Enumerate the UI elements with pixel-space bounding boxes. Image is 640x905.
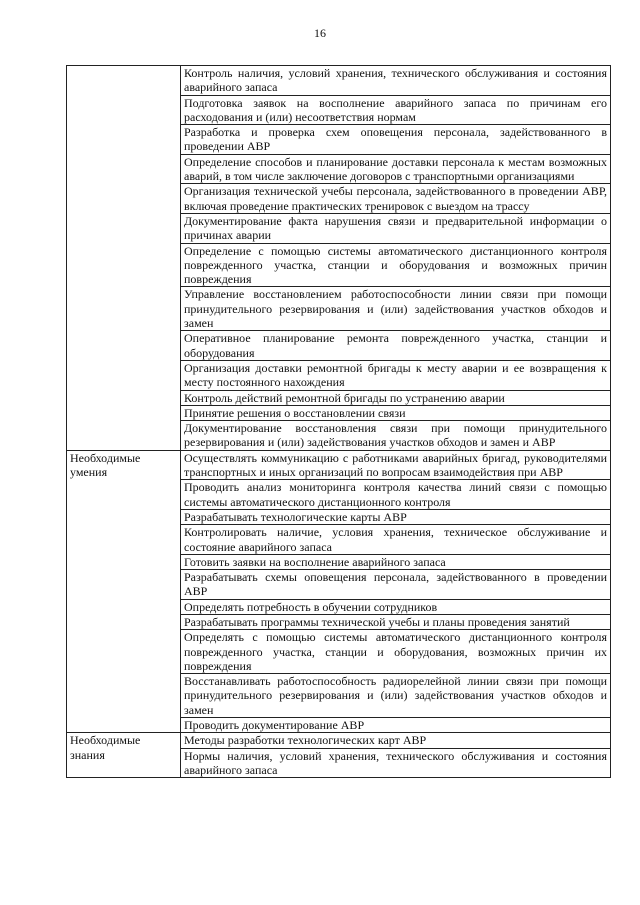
table-cell-item: Контроль действий ремонтной бригады по устранению аварии <box>181 390 611 405</box>
competency-table-body <box>67 66 611 778</box>
section-label: Необходимые знания <box>67 733 181 778</box>
table-cell-item: Контроль наличия, условий хранения, технического обслуживания и состояния аварийного запаса <box>181 66 611 96</box>
table-cell-item: Проводить анализ мониторинга контроля качества линий связи с помощью системы автоматического дистанционного контроля <box>181 480 611 510</box>
competency-table <box>66 65 611 778</box>
table-cell-item: Принятие решения о восстановлении связи <box>181 405 611 420</box>
table-cell-item: Разрабатывать программы технической учебы и планы проведения занятий <box>181 614 611 629</box>
table-cell-item: Разрабатывать схемы оповещения персонала, задействованного в проведении АВР <box>181 570 611 600</box>
table-cell-item: Разработка и проверка схем оповещения персонала, задействованного в проведении АВР <box>181 125 611 155</box>
table-cell-item: Организация доставки ремонтной бригады к месту аварии и ее возвращения к месту постоянного нахождения <box>181 360 611 390</box>
table-cell-item: Подготовка заявок на восполнение аварийного запаса по причинам его расходования и (или) несоответствия нормам <box>181 95 611 125</box>
table-cell-item: Восстанавливать работоспособность радиорелейной линии связи при помощи принудительного резервирования и (или) задействования участков обходов и замен <box>181 674 611 718</box>
section-label <box>67 66 181 451</box>
table-cell-item: Организация технической учебы персонала, задействованного в проведении АВР, включая проведение практических тренировок с выездом на трассу <box>181 184 611 214</box>
table-cell-item: Оперативное планирование ремонта поврежденного участка, станции и оборудования <box>181 331 611 361</box>
table-row <box>67 66 611 96</box>
page-number: 16 <box>314 26 326 40</box>
table-row <box>67 450 611 480</box>
table-cell-item: Управление восстановлением работоспособности линии связи при помощи принудительного резервирования и (или) задействования участков обходов и замен <box>181 287 611 331</box>
table-cell-item: Методы разработки технологических карт АВР <box>181 733 611 748</box>
table-cell-item: Определять потребность в обучении сотрудников <box>181 599 611 614</box>
table-cell-item: Определение с помощью системы автоматического дистанционного контроля поврежденного участка, станции и оборудования и возможных причин повреждения <box>181 243 611 287</box>
section-label: Необходимые умения <box>67 450 181 733</box>
table-cell-item: Проводить документирование АВР <box>181 718 611 733</box>
table-cell-item: Осуществлять коммуникацию с работниками аварийных бригад, руководителями транспортных и иных организаций по вопросам взаимодействия при АВР <box>181 450 611 480</box>
table-cell-item: Документирование факта нарушения связи и предварительной информации о причинах аварии <box>181 213 611 243</box>
table-cell-item: Нормы наличия, условий хранения, технического обслуживания и состояния аварийного запаса <box>181 748 611 778</box>
table-cell-item: Документирование восстановления связи при помощи принудительного резервирования и (или) задействования участков обходов и замен и АВР <box>181 421 611 451</box>
table-cell-item: Контролировать наличие, условия хранения, техническое обслуживание и состояние аварийного запаса <box>181 525 611 555</box>
table-cell-item: Определять с помощью системы автоматического дистанционного контроля поврежденного участка, станции и оборудования, возможных причин их повреждения <box>181 630 611 674</box>
table-cell-item: Готовить заявки на восполнение аварийного запаса <box>181 554 611 569</box>
table-cell-item: Определение способов и планирование доставки персонала к местам возможных аварий, в том числе заключение договоров с транспортными организациями <box>181 154 611 184</box>
table-cell-item: Разрабатывать технологические карты АВР <box>181 509 611 524</box>
table-row <box>67 733 611 748</box>
